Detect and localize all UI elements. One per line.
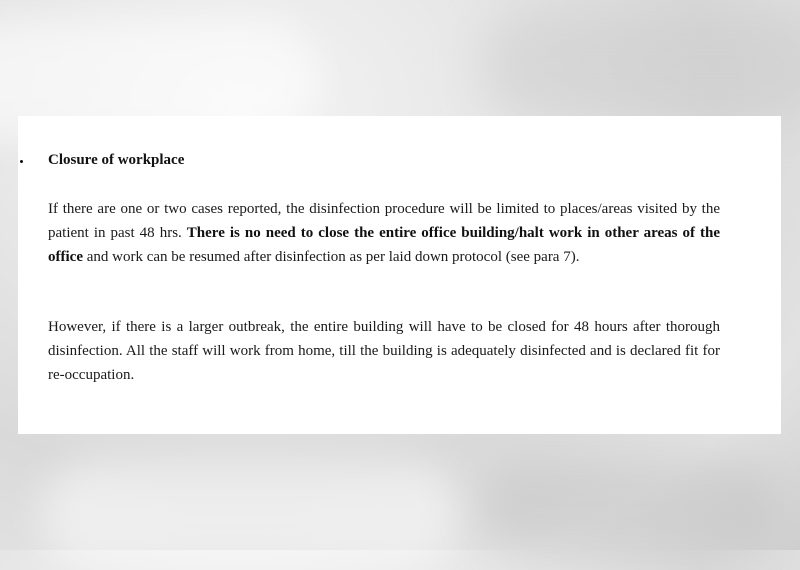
paragraph-1-text-b: and work can be resumed after disinfection as per laid down protocol (see para 7). <box>82 249 580 265</box>
list-bullet <box>20 160 23 163</box>
background-blur <box>40 460 460 570</box>
paragraph-1-text-a: If there are one or two cases reported, the disinfection procedure will be limited to places/areas visited by the patient in past 48 hrs. <box>48 201 720 241</box>
section-heading: Closure of workplace <box>48 152 185 168</box>
background-blur <box>480 10 800 120</box>
document-panel <box>18 116 781 434</box>
background-blur <box>480 460 780 550</box>
paragraph-1-bold-text: There is no need to close the entire office building/halt work in other areas of the office <box>48 225 720 265</box>
paragraph-2: However, if there is a larger outbreak, the entire building will have to be closed for 48 hours after thorough disinfection. All the staff will work from home, till the building is adequately disinfected and is declared fit for re-occupation. <box>48 319 720 383</box>
paragraph-1 <box>48 197 720 269</box>
